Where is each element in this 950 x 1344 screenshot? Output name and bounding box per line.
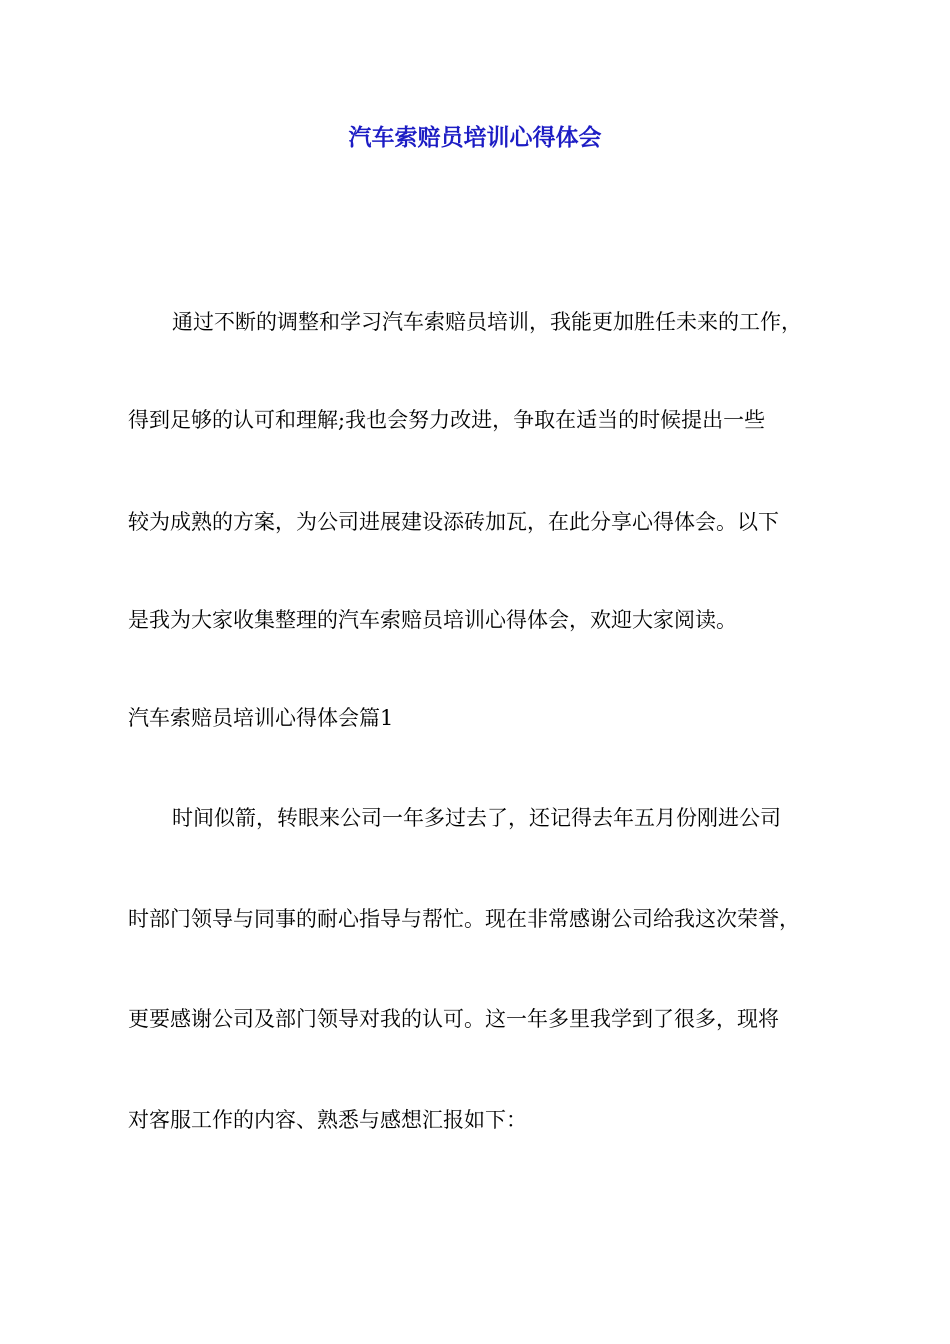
- paragraph-line: 得到足够的认可和理解;我也会努力改进，争取在适当的时候提出一些: [128, 408, 766, 432]
- paragraph-line: 时间似箭，转眼来公司一年多过去了，还记得去年五月份刚进公司: [172, 806, 781, 830]
- paragraph-line: 更要感谢公司及部门领导对我的认可。这一年多里我学到了很多，现将: [128, 1007, 779, 1031]
- section-heading: 汽车索赔员培训心得体会篇1: [128, 706, 394, 730]
- paragraph-line: 对客服工作的内容、熟悉与感想汇报如下：: [128, 1108, 527, 1132]
- document-title: 汽车索赔员培训心得体会: [348, 125, 602, 151]
- paragraph-line: 是我为大家收集整理的汽车索赔员培训心得体会，欢迎大家阅读。: [128, 608, 737, 632]
- paragraph-line: 通过不断的调整和学习汽车索赔员培训，我能更加胜任未来的工作，: [172, 310, 802, 334]
- paragraph-line: 较为成熟的方案，为公司进展建设添砖加瓦，在此分享心得体会。以下: [128, 510, 779, 534]
- paragraph-line: 时部门领导与同事的耐心指导与帮忙。现在非常感谢公司给我这次荣誉，: [128, 907, 800, 931]
